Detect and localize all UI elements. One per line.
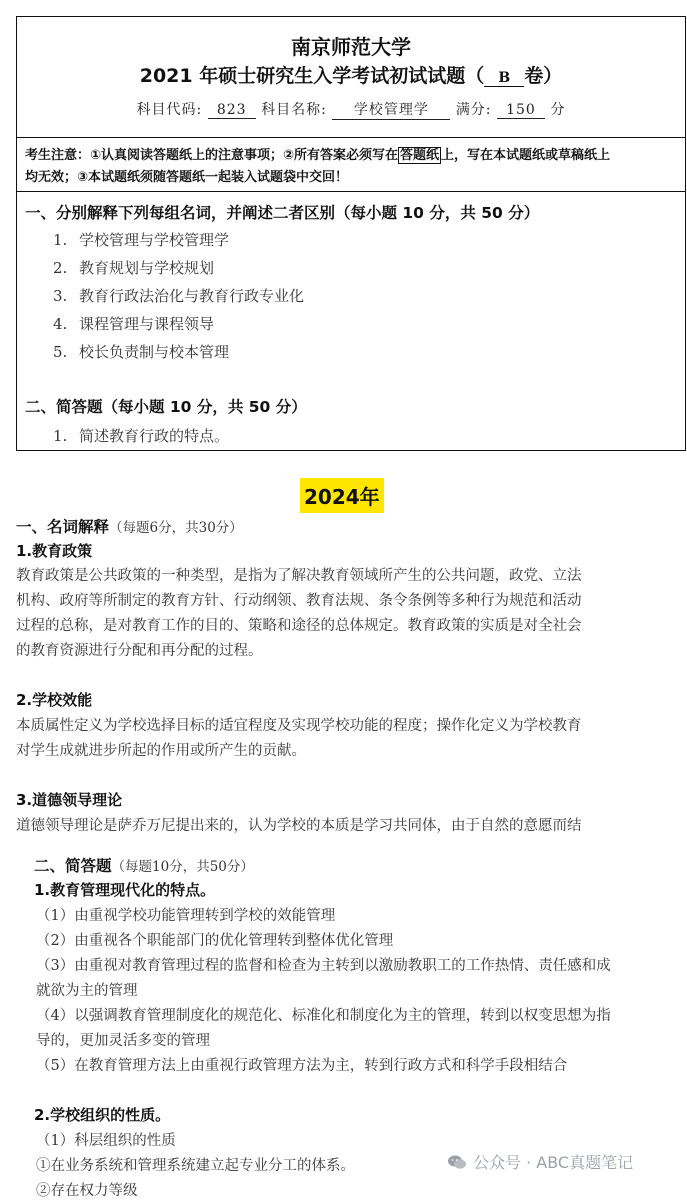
section-2-title: 二、简答题（每小题 10 分，共 50 分） xyxy=(25,398,307,416)
exam-title-text: 2021 年硕士研究生入学考试初试试题（ xyxy=(139,65,485,87)
university-name: 南京师范大学 xyxy=(291,35,411,59)
question-text: 简述教育行政的特点。 xyxy=(79,427,230,445)
question-text: 课程管理与课程领导 xyxy=(79,315,215,333)
term-1-line: 教育政策是公共政策的一种类型，是指为了解决教育领域所产生的公共问题，政党、立法 xyxy=(16,568,582,584)
exam-meta xyxy=(17,99,685,120)
answer-line: ①在业务系统和管理系统建立起专业分工的体系。 xyxy=(36,1158,355,1174)
subject-name: 学校管理学 xyxy=(332,99,450,120)
answer-line: （2）由重视各个职能部门的优化管理转到整体优化管理 xyxy=(36,933,394,949)
part-1-title xyxy=(16,515,243,537)
question-text: 学校管理与学校管理学 xyxy=(79,231,230,249)
subject-code: 823 xyxy=(208,102,256,119)
answer-line: （3）由重视对教育管理过程的监督和检查为主转到以激励教职工的工作热情、责任感和成 xyxy=(36,958,611,974)
term-3-line: 道德领导理论是萨乔万尼提出来的，认为学校的本质是学习共同体，由于自然的意愿而结 xyxy=(16,818,582,834)
question-item xyxy=(53,285,304,306)
term-2-line: 对学生成就进步所起的作用或所产生的贡献。 xyxy=(16,743,306,759)
part-1-title-text: 一、名词解释 xyxy=(16,518,110,536)
full-score-label: 满分: xyxy=(455,102,492,118)
wechat-icon xyxy=(447,1154,467,1170)
term-2-line: 本质属性定义为学校选择目标的适宜程度及实现学校功能的程度；操作化定义为学校教育 xyxy=(16,718,582,734)
divider xyxy=(17,191,685,192)
term-1-line: 过程的总称，是对教育工作的目的、策略和途径的总体规定。教育政策的实质是对全社会 xyxy=(16,618,582,634)
question-2-title: 2.学校组织的性质。 xyxy=(34,1106,171,1124)
part-2-note: （每题10分，共50分） xyxy=(111,859,254,875)
subject-code-label: 科目代码: xyxy=(136,102,203,118)
notice-text-2: 上，写在本试题纸或草稿纸上 xyxy=(441,148,611,163)
term-1-line: 的教育资源进行分配和再分配的过程。 xyxy=(16,643,263,659)
question-1-title: 1.教育管理现代化的特点。 xyxy=(34,881,216,899)
answer-line: （1）由重视学校功能管理转到学校的效能管理 xyxy=(36,908,336,924)
term-1-line: 机构、政府等所制定的教育方针、行动纲领、教育法规、条令条例等多种行为规范和活动 xyxy=(16,593,582,609)
question-number: 4. xyxy=(53,315,68,333)
answer-line: （4）以强调教育管理制度化的规范化、标准化和制度化为主的管理，转到以权变思想为指 xyxy=(36,1008,611,1024)
exam-title xyxy=(17,61,685,88)
year-highlight: 2024年 xyxy=(300,478,384,513)
divider xyxy=(17,137,685,138)
question-number: 2. xyxy=(53,259,68,277)
answer-line: （1）科层组织的性质 xyxy=(36,1133,176,1149)
part-1-note: （每题6分，共30分） xyxy=(109,520,243,536)
watermark-text: 公众号 · ABC真题笔记 xyxy=(473,1153,634,1172)
notice-boxed-text: 答题纸 xyxy=(400,148,440,163)
question-number: 3. xyxy=(53,287,68,305)
question-number: 5. xyxy=(53,343,68,361)
question-number: 1. xyxy=(53,427,68,445)
question-text: 校长负责制与校本管理 xyxy=(79,343,230,361)
question-number: 1. xyxy=(53,231,68,249)
answer-line: ②存在权力等级 xyxy=(36,1183,138,1199)
exam-title-suffix: 卷） xyxy=(524,65,563,87)
term-1-title: 1.教育政策 xyxy=(16,542,93,560)
term-2-title: 2.学校效能 xyxy=(16,691,93,709)
section-1-title: 一、分别解释下列每组名词，并阐述二者区别（每小题 10 分，共 50 分） xyxy=(25,204,540,222)
question-item xyxy=(53,229,229,250)
exam-paper xyxy=(16,16,686,451)
question-item xyxy=(53,313,214,334)
answer-line: 导的，更加灵活多变的管理 xyxy=(36,1033,210,1049)
question-text: 教育规划与学校规划 xyxy=(79,259,215,277)
exam-notice xyxy=(25,145,679,189)
part-2-title-text: 二、简答题 xyxy=(34,857,112,875)
question-item xyxy=(53,425,229,446)
notice-text: 考生注意：①认真阅读答题纸上的注意事项；②所有答案必须写在 xyxy=(25,148,399,163)
question-item xyxy=(53,341,229,362)
question-text: 教育行政法治化与教育行政专业化 xyxy=(79,287,305,305)
paper-version: B xyxy=(484,70,524,87)
full-score: 150 xyxy=(497,102,545,119)
subject-name-label: 科目名称: xyxy=(261,102,327,118)
notice-line-2: 均无效；③本试题纸须随答题纸一起装入试题袋中交回！ xyxy=(25,170,349,185)
part-2-title xyxy=(34,854,254,876)
answer-line: 就欲为主的管理 xyxy=(36,983,138,999)
watermark xyxy=(447,1150,633,1173)
term-3-title: 3.道德领导理论 xyxy=(16,791,123,809)
question-item xyxy=(53,257,214,278)
answer-line: （5）在教育管理方法上由重视行政管理方法为主，转到行政方式和科学手段相结合 xyxy=(36,1058,568,1074)
full-score-unit: 分 xyxy=(550,102,566,118)
